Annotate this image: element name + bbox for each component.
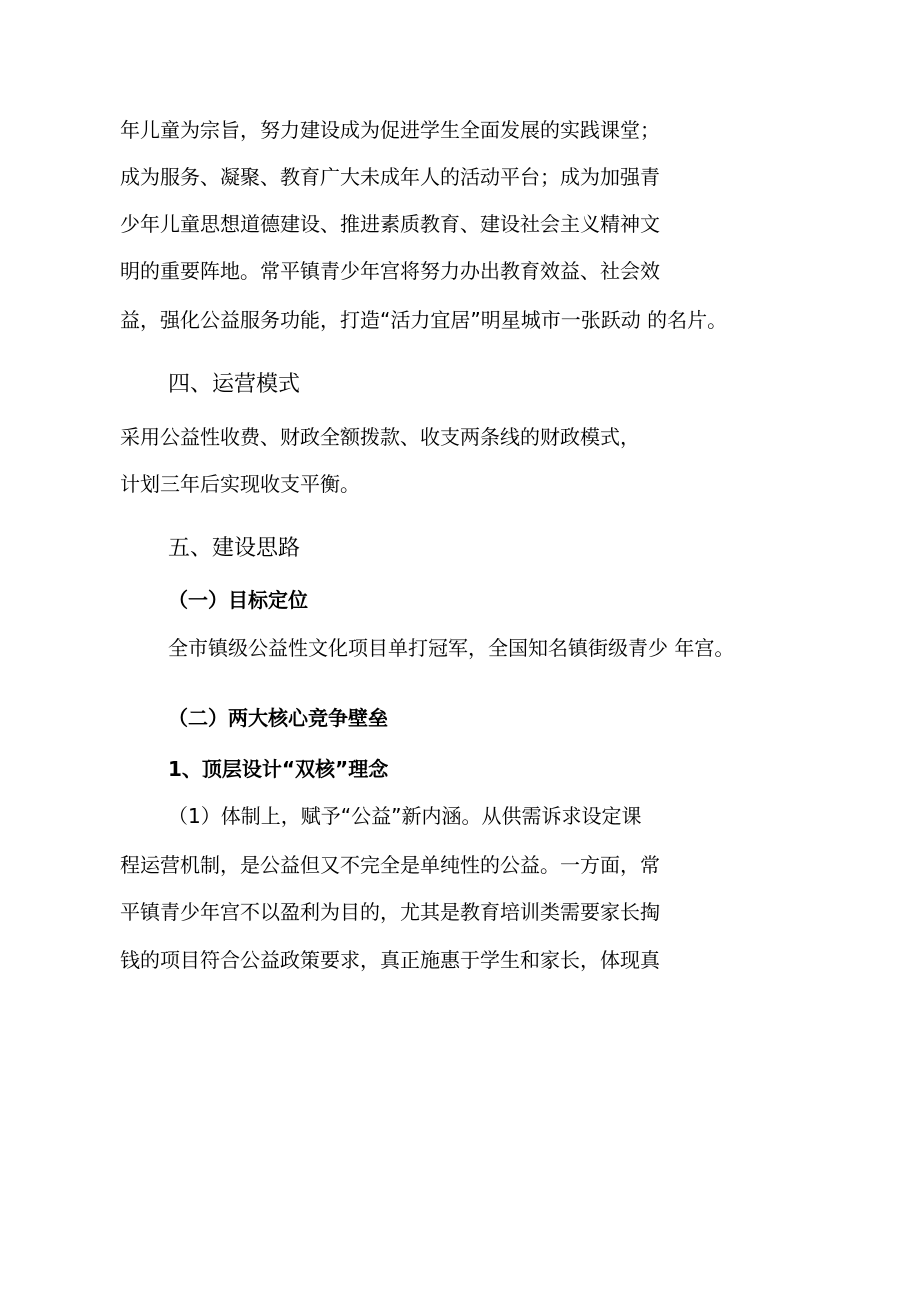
- paragraph-line: 程运营机制，是公益但又不完全是单纯性的公益。一方面，常: [120, 853, 660, 877]
- item-heading-dual-core: 1、顶层设计“双核”理念: [168, 757, 389, 781]
- paragraph-line: 益，强化公益服务功能，打造“活力宜居”明星城市一张跃动 的名片。: [120, 308, 728, 332]
- paragraph-line: 计划三年后实现收支平衡。: [120, 472, 360, 496]
- subsection-heading-core-barriers: （二）两大核心竞争壁垒: [168, 706, 388, 730]
- paragraph-line: 采用公益性收费、财政全额拨款、收支两条线的财政模式，: [120, 425, 640, 449]
- paragraph-line: 全市镇级公益性文化项目单打冠军，全国知名镇街级青少 年宫。: [168, 636, 735, 660]
- paragraph-line: 年儿童为宗旨，努力建设成为促进学生全面发展的实践课堂；: [120, 118, 660, 142]
- paragraph-line: 成为服务、凝聚、教育广大未成年人的活动平台；成为加强青: [120, 165, 660, 189]
- paragraph-line: 明的重要阵地。常平镇青少年宫将努力办出教育效益、社会效: [120, 259, 660, 283]
- paragraph-line: 少年儿童思想道德建设、推进素质教育、建设社会主义精神文: [120, 212, 660, 236]
- subsection-heading-target: （一）目标定位: [168, 588, 308, 612]
- paragraph-line: （1）体制上，赋予“公益”新内涵。从供需诉求设定课: [168, 804, 642, 828]
- section-heading-construction-ideas: 五、建设思路: [168, 536, 301, 561]
- section-heading-operating-model: 四、运营模式: [168, 372, 301, 397]
- paragraph-line: 钱的项目符合公益政策要求，真正施惠于学生和家长，体现真: [120, 948, 660, 972]
- paragraph-line: 平镇青少年宫不以盈利为目的，尤其是教育培训类需要家长掏: [120, 900, 660, 924]
